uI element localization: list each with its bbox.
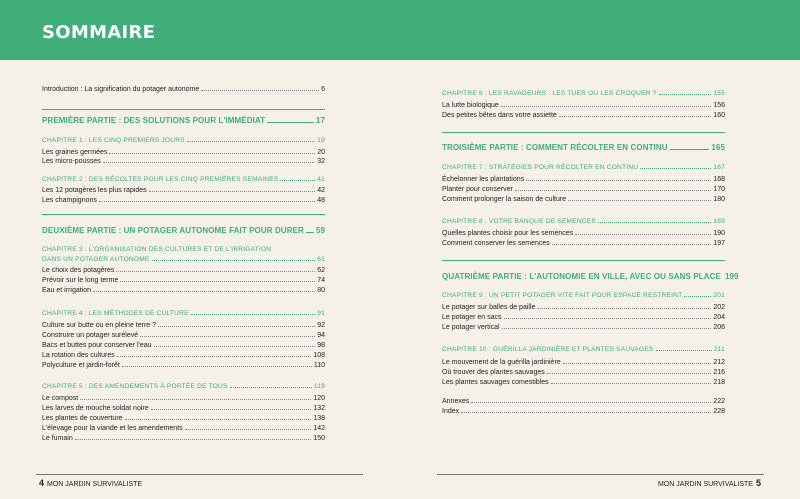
toc-part-4[interactable]: QUATRIÈME PARTIE : L'AUTONOMIE EN VILLE, AVEC OU SANS PLACE 199 (442, 272, 739, 281)
toc-entry[interactable]: Culture sur butte ou en pleine terre ? 92 (42, 322, 325, 329)
section-divider (442, 132, 725, 133)
footer-rule-right (437, 474, 764, 475)
toc-entry[interactable]: Les plantes sauvages comestibles 218 (442, 379, 725, 386)
toc-entry-annexes[interactable]: Annexes 222 (442, 398, 725, 405)
toc-chapter-7[interactable]: CHAPITRE 7 : STRATÉGIES POUR RÉCOLTER EN CONTINU 167 (442, 164, 725, 171)
toc-entry[interactable]: Eau et irrigation 80 (42, 287, 325, 294)
toc-entry[interactable]: Les graines germées 20 (42, 149, 325, 156)
page-number-right: 5 (755, 478, 761, 488)
footer-left (36, 478, 142, 488)
toc-entry[interactable]: Construire un potager surélevé 94 (42, 332, 325, 339)
toc-chapter-8[interactable]: CHAPITRE 8 : VOTRE BANQUE DE SEMENCES 189 (442, 218, 725, 225)
running-title-left: MON JARDIN SURVIVALISTE (47, 481, 143, 488)
toc-chapter-10[interactable]: CHAPITRE 10 : GUÉRILLA JARDINIÈRE ET PLANTES SAUVAGES 211 (442, 346, 725, 353)
running-title-right: MON JARDIN SURVIVALISTE (657, 481, 753, 488)
toc-part-3[interactable]: TROISIÈME PARTIE : COMMENT RÉCOLTER EN CONTINU 165 (442, 143, 725, 152)
toc-entry[interactable]: Bacs et buttes pour conserver l'eau 98 (42, 342, 325, 349)
toc-chapter-3[interactable]: DANS UN POTAGER AUTONOME 61 (42, 256, 325, 263)
toc-entry[interactable]: Des petites bêtes dans votre assiette 160 (442, 112, 725, 119)
toc-entry[interactable]: Le mouvement de la guérilla jardinière 212 (442, 359, 725, 366)
toc-entry[interactable]: Le potager vertical 206 (442, 324, 725, 331)
toc-entry[interactable]: Comment prolonger la saison de culture 180 (442, 196, 725, 203)
toc-chapter-2[interactable]: CHAPITRE 2 : DES RÉCOLTES POUR LES CINQ PREMIÈRES SEMAINES 41 (42, 176, 325, 183)
toc-entry[interactable]: Le fumain 150 (42, 435, 325, 442)
toc-entry[interactable]: Les plantes de couverture 138 (42, 415, 325, 422)
toc-entry[interactable]: Le choix des potagères 62 (42, 267, 325, 274)
toc-entry[interactable]: Les larves de mouche soldat noire 132 (42, 405, 325, 412)
toc-chapter-6[interactable]: CHAPITRE 6 : LES RAVAGEURS : LES TUER OU LES CROQUER ? 155 (442, 90, 725, 97)
toc-part-2[interactable]: DEUXIÈME PARTIE : UN POTAGER AUTONOME FAIT POUR DURER 59 (42, 226, 325, 235)
toc-chapter-5[interactable]: CHAPITRE 5 : DES AMENDEMENTS À PORTÉE DE TOUS 119 (42, 383, 325, 390)
section-divider (42, 109, 325, 110)
footer-rule-left (36, 474, 363, 475)
toc-entry[interactable]: Les micro-pousses 32 (42, 158, 325, 165)
toc-entry[interactable]: Quelles plantes choisir pour les semences 190 (442, 230, 725, 237)
footer-right (658, 478, 764, 488)
toc-entry[interactable]: La lutte biologique 156 (442, 102, 725, 109)
toc-part-1[interactable]: PREMIÈRE PARTIE : DES SOLUTIONS POUR L'IMMÉDIAT 17 (42, 116, 325, 125)
toc-entry[interactable]: Polyculture et jardin-forêt 110 (42, 362, 325, 369)
toc-entry[interactable]: Les 12 potagères les plus rapides 42 (42, 187, 325, 194)
toc-entry-introduction[interactable]: Introduction : La signification du potager autonome 6 (42, 86, 325, 93)
toc-entry[interactable]: Planter pour conserver 170 (442, 186, 725, 193)
header-banner (0, 0, 800, 60)
page-title: SOMMAIRE (42, 22, 156, 43)
toc-entry[interactable]: Le potager en sacs 204 (442, 314, 725, 321)
toc-entry[interactable]: Les champignons 48 (42, 197, 325, 204)
toc-chapter-9[interactable]: CHAPITRE 9 : UN PETIT POTAGER VITE FAIT POUR ESPACE RESTREINT 201 (442, 292, 725, 299)
toc-entry[interactable]: Le potager sur balles de paille 202 (442, 304, 725, 311)
toc-chapter-1[interactable]: CHAPITRE 1 : LES CINQ PREMIERS JOURS 19 (42, 137, 325, 144)
toc-entry[interactable]: La rotation des cultures 108 (42, 352, 325, 359)
leader-line (267, 122, 314, 123)
toc-chapter-3-line1: CHAPITRE 3 : L'ORGANISATION DES CULTURES ET DE L'IRRIGATION (42, 246, 272, 253)
leader-dots (201, 90, 319, 91)
page-number-left: 4 (39, 478, 45, 488)
toc-entry-index[interactable]: Index 228 (442, 408, 725, 415)
toc-entry[interactable]: Échelonner les plantations 168 (442, 176, 725, 183)
section-divider (42, 214, 325, 215)
section-divider (442, 260, 725, 261)
toc-entry[interactable]: Prévoir sur le long terme 74 (42, 277, 325, 284)
toc-entry[interactable]: Comment conserver les semences 197 (442, 240, 725, 247)
toc-entry[interactable]: L'élevage pour la viande et les amendements 142 (42, 425, 325, 432)
toc-entry[interactable]: Le compost 120 (42, 395, 325, 402)
toc-entry[interactable]: Où trouver des plantes sauvages 216 (442, 369, 725, 376)
leader-dots (187, 141, 316, 142)
toc-chapter-4[interactable]: CHAPITRE 4 : LES MÉTHODES DE CULTURE 91 (42, 310, 325, 317)
